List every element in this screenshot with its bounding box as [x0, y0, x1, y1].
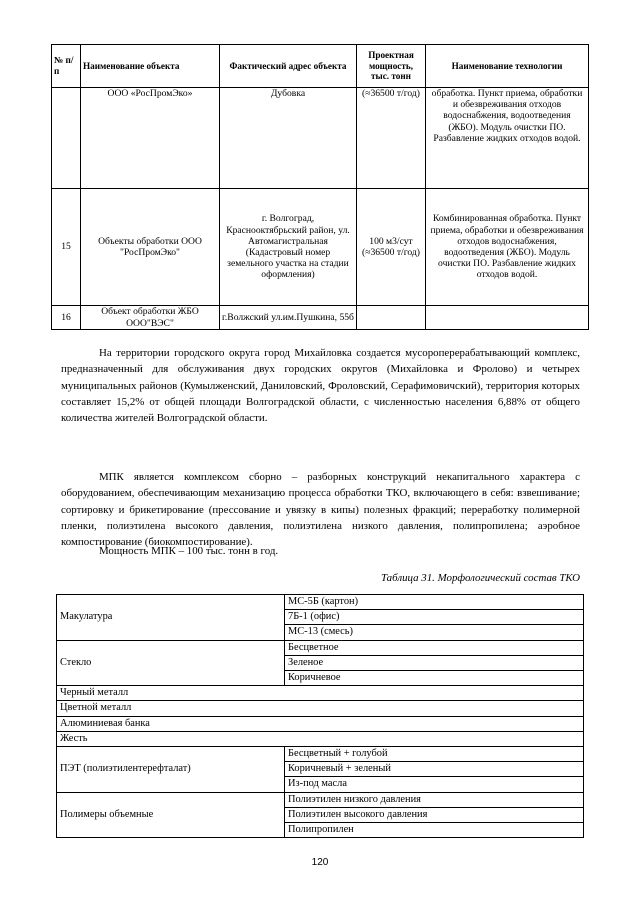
header-capacity: Проектная мощность, тыс. тонн	[357, 45, 426, 88]
category-cell: Макулатура	[57, 595, 285, 641]
table-row	[57, 686, 584, 701]
category-cell: Черный металл	[57, 686, 584, 701]
table-row	[57, 792, 584, 807]
cell-address: г. Волгоград, Краснооктябрьский район, ул. Автомагистральная (Кадастровый номер земельного участка на стадии оформления)	[220, 189, 357, 306]
header-num: № п/п	[52, 45, 81, 88]
header-name: Наименование объекта	[81, 45, 220, 88]
category-cell: Стекло	[57, 640, 285, 686]
cell-tech	[426, 306, 589, 330]
category-cell: Цветной металл	[57, 701, 584, 716]
morphology-table	[56, 594, 584, 838]
facilities-table	[51, 44, 589, 330]
paragraph-mpk-description: МПК является комплексом сборно – разборных конструкций некапитального характера с оборудованием, обеспечивающим механизацию процесса обработки ТКО, включающего в себя: взвешивание; сортировку и брикетирование (прессование и увязку в кипы) полезных фракций; переработку полимерной пленки, полиэтилена высокого давления, полиэтилена низкого давления, полипропилена; аэробное компостирование (биокомпостирование).	[61, 471, 580, 549]
table-row	[57, 731, 584, 746]
category-cell: Полимеры объемные	[57, 792, 285, 838]
table-row	[52, 306, 589, 330]
cell-address: Дубовка	[220, 88, 357, 189]
cell-tech: Комбинированная обработка. Пункт приема, обработки и обезвреживания отходов водоснабжения, водоотведения (ЖБО). Модуль очистки ПО. Разбавление жидких отходов водой.	[426, 189, 589, 306]
subtype-cell: Зеленое	[285, 655, 584, 670]
subtype-cell: Из-под масла	[285, 777, 584, 792]
subtype-cell: МС-5Б (картон)	[285, 595, 584, 610]
table-caption: Таблица 31. Морфологический состав ТКО	[381, 572, 580, 584]
paragraph-mpk-location: На территории городского округа город Михайловка создается мусороперерабатывающий комплекс, предназначенный для обслуживания двух городских округов (Михайловка и Фролово) и четырех муниципальных районов (Кумылженский, Даниловский, Фроловский, Серафимовичский), территория которых составляет 15,2% от общей площади Волгоградской области, с численностью населения 6,88% от общего количества жителей Волгоградской области.	[61, 347, 580, 425]
table-row	[57, 747, 584, 762]
subtype-cell: Полиэтилен высокого давления	[285, 807, 584, 822]
cell-address: г.Волжский ул.им.Пушкина, 55б	[220, 306, 357, 330]
page-number: 120	[311, 857, 329, 868]
category-cell: Жесть	[57, 731, 584, 746]
table-row	[57, 716, 584, 731]
subtype-cell: Бесцветное	[285, 640, 584, 655]
cell-capacity	[357, 306, 426, 330]
subtype-cell: Бесцветный + голубой	[285, 747, 584, 762]
category-cell: Алюминиевая банка	[57, 716, 584, 731]
cell-num	[52, 88, 81, 189]
subtype-cell: Полиэтилен низкого давления	[285, 792, 584, 807]
cell-name: ООО «РосПромЭко»	[81, 88, 220, 189]
category-cell: ПЭТ (полиэтилентерефталат)	[57, 747, 285, 793]
subtype-cell: Полипропилен	[285, 823, 584, 838]
table-row	[52, 88, 589, 189]
subtype-cell: 7Б-1 (офис)	[285, 610, 584, 625]
table-header-row	[52, 45, 589, 88]
table-row	[57, 595, 584, 610]
cell-capacity: (≈36500 т/год)	[357, 88, 426, 189]
header-tech: Наименование технологии	[426, 45, 589, 88]
cell-capacity: 100 м3/сут (≈36500 т/год)	[357, 189, 426, 306]
cell-num: 16	[52, 306, 81, 330]
table-row	[57, 640, 584, 655]
cell-num: 15	[52, 189, 81, 306]
header-address: Фактический адрес объекта	[220, 45, 357, 88]
subtype-cell: Коричневый + зеленый	[285, 762, 584, 777]
table-row	[57, 701, 584, 716]
subtype-cell: Коричневое	[285, 671, 584, 686]
subtype-cell: МС-13 (смесь)	[285, 625, 584, 640]
cell-name: Объекты обработки ООО "РосПромЭко"	[81, 189, 220, 306]
cell-tech: обработка. Пункт приема, обработки и обезвреживания отходов водоснабжения, водоотведения (ЖБО). Модуль очистки ПО. Разбавление жидких отходов водой.	[426, 88, 589, 189]
table-row	[52, 189, 589, 306]
cell-name: Объект обработки ЖБО ООО"ВЭС"	[81, 306, 220, 330]
paragraph-mpk-capacity: Мощность МПК – 100 тыс. тонн в год.	[99, 545, 279, 557]
